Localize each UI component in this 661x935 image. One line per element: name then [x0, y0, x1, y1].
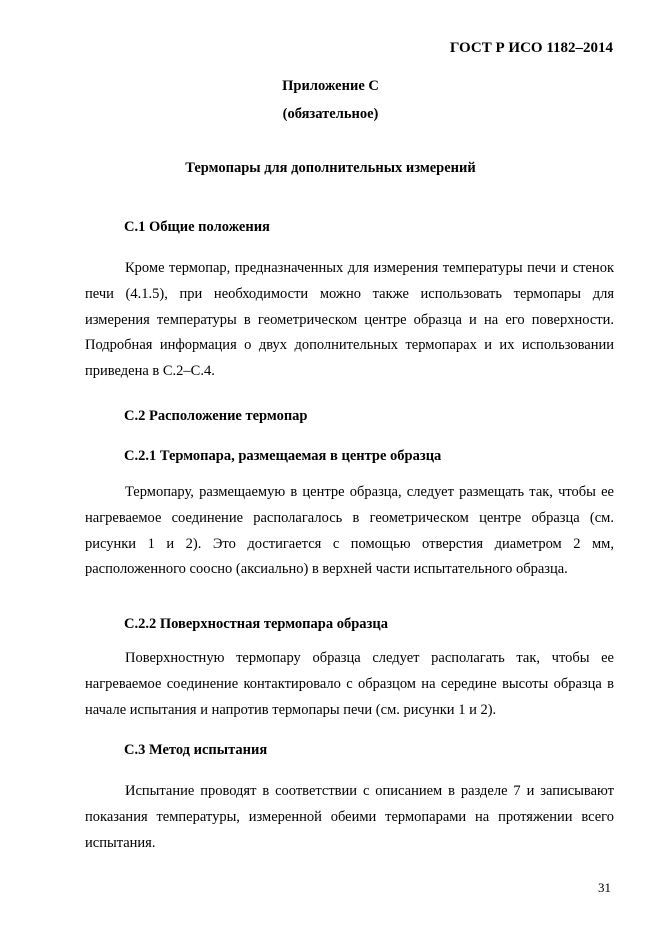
section-c1-paragraph: Кроме термопар, предназначенных для измерения температуры печи и стенок печи (4.1.5), при необходимости можно также использовать термопары для измерения температуры в геометрическом центре образца и на его поверхности. Подробная информация о двух дополнительных термопарах и их использовании приведена в С.2–С.4. — [85, 260, 614, 380]
section-c3-heading: С.3 Метод испытания — [124, 742, 268, 758]
section-c22-heading: С.2.2 Поверхностная термопара образца — [124, 616, 388, 632]
appendix-subject: Термопары для дополнительных измерений — [185, 160, 476, 176]
section-c21-paragraph: Термопару, размещаемую в центре образца, следует размещать так, чтобы ее нагреваемое соединение располагалось в геометрическом центре образца (см. рисунки 1 и 2). Это достигается с помощью отверстия диаметром 2 мм, расположенного соосно (аксиально) в верхней части испытательного образца. — [85, 484, 614, 578]
section-c3-paragraph: Испытание проводят в соответствии с описанием в разделе 7 и записывают показания температуры, измеренной обеими термопарами на протяжении всего испытания. — [85, 783, 614, 851]
appendix-status: (обязательное) — [282, 106, 379, 122]
section-c2-heading: С.2 Расположение термопар — [124, 408, 308, 424]
section-c1-heading: С.1 Общие положения — [124, 219, 270, 235]
page-number: 31 — [598, 880, 611, 895]
document-code: ГОСТ Р ИСО 1182–2014 — [449, 40, 613, 56]
section-c22-paragraph: Поверхностную термопару образца следует располагать так, чтобы ее нагреваемое соединение контактировало с образцом на середине высоты образца в начале испытания и напротив термопары печи (см. рисунки 1 и 2). — [85, 650, 614, 718]
appendix-title: Приложение С — [282, 78, 379, 94]
section-c21-heading: С.2.1 Термопара, размещаемая в центре образца — [124, 448, 442, 464]
